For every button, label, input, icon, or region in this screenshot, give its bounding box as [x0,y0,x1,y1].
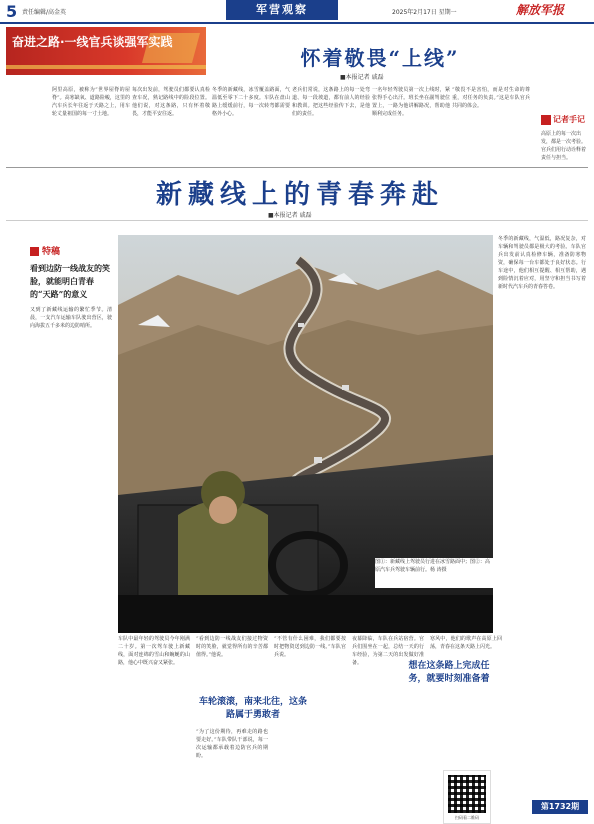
main-story-right-subheadline: 想在这条路上完成任务，就要时刻准备着 [408,661,490,684]
feature-label-text: 特稿 [42,247,61,257]
headline-divider [6,220,588,221]
section-marker-icon [541,115,551,125]
section-divider [6,167,588,168]
reporter-notes-title: 记者手记 [553,115,585,124]
masthead-logo: 解放军报 [516,3,565,17]
qr-code-label: 扫码看二维码 [455,815,479,820]
reporter-notes-label [541,114,587,126]
main-story-column: 车队中最年轻的驾驶员今年刚满二十岁。第一次驾车驶上新藏线，面对连绵的雪山和蜿蜒的山路，他心中既兴奋又紧张。 [118,636,190,666]
top-story-column: “敬畏不是害怕，而是对生命的尊重，对任务的负责。”这是车队官兵共同的体会。 [452,87,530,109]
top-story-column: 一名年轻驾驶员第一次上线时，紧张得手心出汗。班长坐在副驾驶位置上，一路为他讲解路况，帮助他顺利完成任务。 [372,87,450,117]
edition-editor: 责任编辑/高金英 [22,9,67,16]
main-story-column: 寒风中，他们的歌声在高原上回荡，青春在这条天路上闪光。 [430,636,502,650]
main-story-column: “为了这份期待，再难走的路也要走好。”车队带队干部说，每一次运输都承载着边防官兵的期盼。 [196,729,268,759]
main-story-headline: 新藏线上的青春奔赴 [155,180,444,210]
feature-label [30,244,60,257]
qr-code-card [443,770,491,824]
issue-number-badge: 第1732期 [532,800,588,814]
top-story-column: 老兵们常说，这条路上的每一处弯道、每一段坡道，都有前人的经验和教训。把这些经验传下去，是他们的责任。 [292,87,370,117]
top-story-byline: ■本报记者 戚磊 [340,74,384,81]
top-story-column: 冬季的新藏线，冰雪覆盖路面，气温低至零下二十多度。车队在盘山路上缓缓前行，每一次转弯都需要格外小心。 [212,87,290,117]
top-story-body [52,86,532,162]
reporter-notes-text: 高原上的每一次出发，都是一次考验。官兵们用行动诠释着责任与担当。 [541,131,587,161]
main-story-right-column: 冬季的新藏线，气温低，路况复杂，对车辆和驾驶员都是极大的考验。车队官兵出发前认真检修车辆，准备防寒物资，确保每一台车都处于良好状态。行车途中，他们相互提醒、相互帮助，遇到险情沉着应对，用坚守和担当书写着新时代汽车兵的青春答卷。 [498,236,586,290]
main-story-column: “不管有什么困难，我们都要按时把物资送到边防一线。”车队官兵说。 [274,636,346,658]
top-story-column: 每次出发前，驾驶员们都要认真检查车况，熟记路线中的险段位置。他们说，对这条路，只有怀着敬畏，才能平安往返。 [132,87,210,117]
issue-date: 2025年2月17日 星期一 [392,9,457,16]
main-story-column: 又到了新藏线运输的繁忙季节。清晨，一支汽车运输车队驶出营区，驶向海拔五千多米的边防哨所。 [30,307,112,329]
section-marker-icon [30,247,39,256]
page-number: 5 [6,2,18,21]
qr-code-icon [448,775,486,813]
feature-subtitle: 看到边防一线战友的笑脸，就能明白青春的“天路”的意义 [30,263,110,299]
top-story-headline: 怀着敬畏“上线” [300,46,460,70]
banner-title: 奋进之路·一线官兵谈强军实践 [12,35,173,49]
column-banner [6,27,206,75]
page-header [0,0,594,24]
photo-caption: 图①：新藏线上驾驶员行进在冰雪路面中；图②：高原汽车兵驾驶车辆前行。杨 涛摄 [375,558,493,588]
main-story-column: “看到边防一线战友们接过物资时的笑脸，就觉得所有的辛苦都值得。”他说。 [196,636,268,658]
main-story-column: 夜幕降临，车队在兵站宿营。官兵们围坐在一起，总结一天的行车经验，为第二天的出发做好准备。 [352,636,424,666]
main-story-subheadline: 车轮滚滚，南来北往，这条路属于勇敢者 [198,697,307,720]
section-title: 军营观察 [226,0,338,20]
top-story-column: 阿里高原，被称为“世界屋脊的屋脊”。高寒缺氧、道路险峻，这里的汽车兵长年往返于天路之上，用车轮丈量祖国的每一寸土地。 [52,87,130,117]
banner-stripe [6,65,206,69]
main-story-byline: ■本报记者 戚磊 [268,212,312,219]
